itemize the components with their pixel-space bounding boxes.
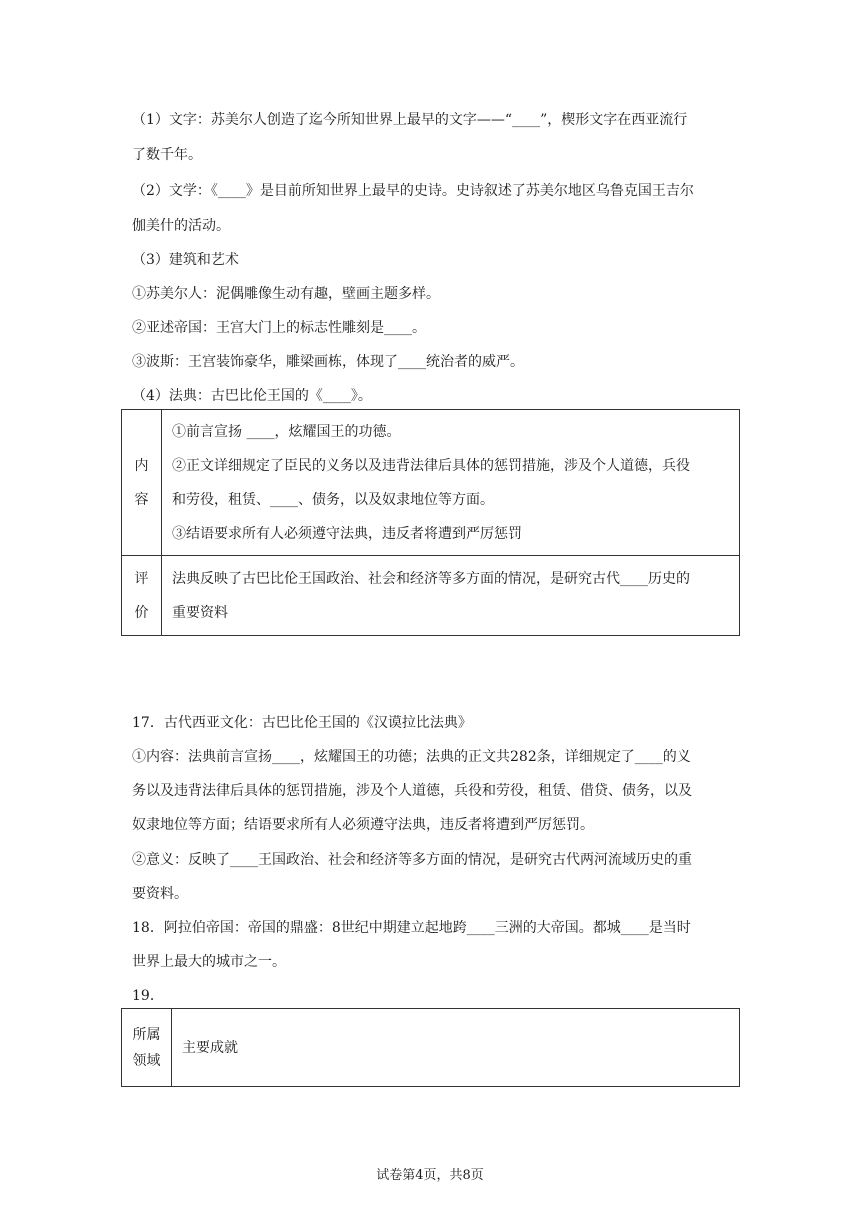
q18-line2: 世界上最大的城市之一。 xyxy=(132,954,286,970)
q17-line5: 要资料。 xyxy=(132,886,188,902)
field-label-line1: 所属 xyxy=(132,1026,161,1043)
evaluation-label xyxy=(122,556,162,636)
content-line1: ①前言宣扬 ____，炫耀国王的功德。 xyxy=(172,423,401,440)
content-line3: 和劳役，租赁、____、债务，以及奴隶地位等方面。 xyxy=(172,491,494,508)
item4-title: （4）法典：古巴比伦王国的《____》。 xyxy=(132,388,372,404)
item3-a: ①苏美尔人：泥偶雕像生动有趣，壁画主题多样。 xyxy=(132,286,440,302)
field-label-line2: 领域 xyxy=(132,1052,161,1069)
item2-line1: （2）文学：《____》是目前所知世界上最早的史诗。史诗叙述了苏美尔地区乌鲁克国王吉尔 xyxy=(132,183,694,199)
q17-line1: ①内容：法典前言宣扬____，炫耀国王的功德；法典的正文共282条，详细规定了____的义 xyxy=(132,749,691,765)
item3-c: ③波斯：王宫装饰豪华，雕梁画栋，体现了____统治者的威严。 xyxy=(132,354,524,370)
achievements-table xyxy=(121,1008,740,1087)
q17-line2: 务以及违背法律后具体的惩罚措施，涉及个人道德，兵役和劳役，租赁、借贷、债务，以及 xyxy=(132,783,692,799)
table-row-header xyxy=(122,1009,740,1087)
field-label xyxy=(122,1009,172,1087)
item2-line2: 伽美什的活动。 xyxy=(132,218,230,234)
content-line2: ②正文详细规定了臣民的义务以及违背法律后具体的惩罚措施，涉及个人道德，兵役 xyxy=(172,457,690,474)
content-cell xyxy=(162,410,740,556)
table-row-content xyxy=(122,410,740,556)
evaluation-label-char1: 评 xyxy=(134,570,149,587)
achievements-header-cell xyxy=(172,1009,740,1087)
evaluation-label-char2: 价 xyxy=(134,604,149,621)
achievements-header: 主要成就 xyxy=(182,1039,238,1056)
evaluation-line1: 法典反映了古巴比伦王国政治、社会和经济等多方面的情况，是研究古代____历史的 xyxy=(172,570,690,587)
item3-b: ②亚述帝国：王宫大门上的标志性雕刻是____。 xyxy=(132,320,426,336)
item1-line1: （1）文字：苏美尔人创造了迄今所知世界上最早的文字——“____”，楔形文字在西亚流行 xyxy=(132,112,688,128)
table-row-evaluation xyxy=(122,556,740,636)
q19-number: 19． xyxy=(132,988,164,1004)
content-label xyxy=(122,410,162,556)
q17-line3: 奴隶地位等方面；结语要求所有人必须遵守法典，违反者将遭到严厉惩罚。 xyxy=(132,817,594,833)
item1-line2: 了数千年。 xyxy=(132,147,202,163)
content-label-char2: 容 xyxy=(134,491,149,508)
q17-title: 17．古代西亚文化：古巴比伦王国的《汉谟拉比法典》 xyxy=(132,715,472,731)
q18-line1: 18．阿拉伯帝国：帝国的鼎盛：8世纪中期建立起地跨____三洲的大帝国。都城____是当时 xyxy=(132,920,691,936)
page-footer: 试卷第4页，共8页 xyxy=(376,1168,484,1183)
content-label-char1: 内 xyxy=(134,457,149,474)
item3-title: （3）建筑和艺术 xyxy=(132,252,239,268)
content-line4: ③结语要求所有人必须遵守法典，违反者将遭到严厉惩罚 xyxy=(172,525,522,542)
evaluation-line2: 重要资料 xyxy=(172,604,228,621)
evaluation-cell xyxy=(162,556,740,636)
law-code-table xyxy=(121,409,740,636)
q17-line4: ②意义：反映了____王国政治、社会和经济等多方面的情况，是研究古代两河流域历史的重 xyxy=(132,852,692,868)
